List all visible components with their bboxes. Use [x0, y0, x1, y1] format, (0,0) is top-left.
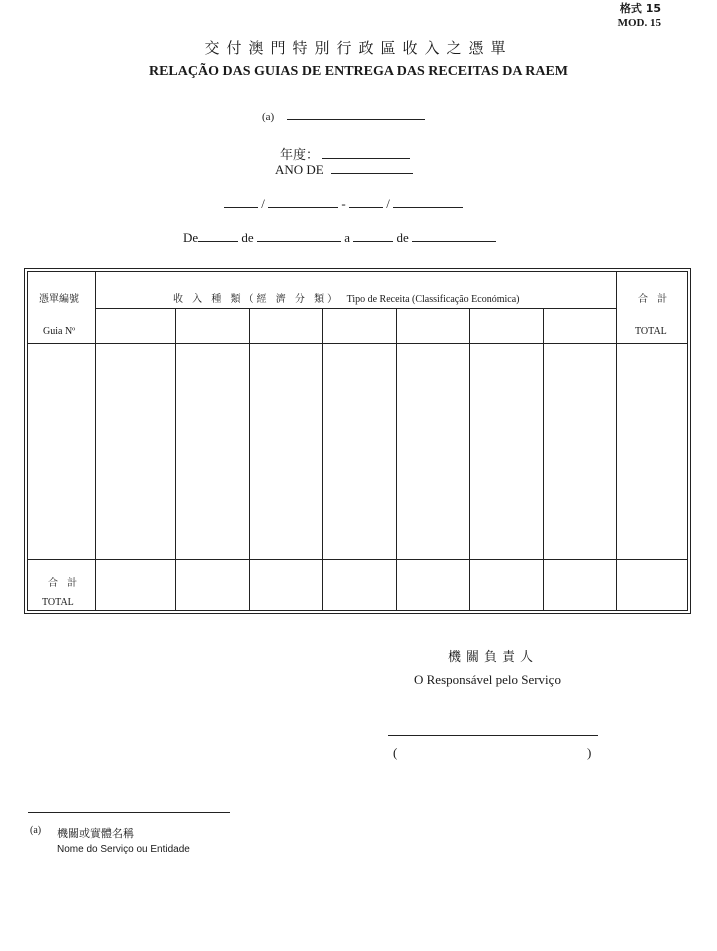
period-blank-3[interactable] [353, 229, 393, 242]
header-total-pt: TOTAL [635, 326, 667, 337]
header-bottom-line [28, 343, 687, 344]
signature-line[interactable] [388, 735, 598, 736]
date-blank-2[interactable] [268, 195, 338, 208]
date-blank-1[interactable] [224, 195, 258, 208]
category-subheader-line [95, 308, 616, 309]
form-code-zh: 格式 15 [619, 2, 661, 15]
period-de-3: de [396, 230, 409, 245]
period-blank-1[interactable] [198, 229, 238, 242]
year-line-pt [275, 161, 413, 178]
period-de-2: de [241, 230, 254, 245]
sub-col-sep-6 [543, 308, 544, 610]
totals-top-line [28, 559, 687, 560]
footnote-marker: (a) [30, 825, 42, 836]
sub-col-sep-4 [396, 308, 397, 610]
date-range-line [224, 195, 463, 212]
header-category-zh: 收 入 種 類（經 濟 分 類） [173, 294, 341, 305]
signature-title-pt: O Responsável pelo Serviço [414, 672, 561, 687]
header-category [173, 290, 519, 305]
form-code [618, 2, 661, 30]
title-portuguese: RELAÇÃO DAS GUIAS DE ENTREGA DAS RECEITAS DA RAEM [148, 64, 569, 79]
year-blank-zh[interactable] [322, 146, 410, 159]
form-code-pt: MOD. 15 [617, 17, 661, 29]
sub-col-sep-3 [322, 308, 323, 610]
footnote-text-pt: Nome do Serviço ou Entidade [57, 844, 190, 855]
header-guide-no-zh: 憑單編號 [39, 294, 79, 305]
date-slash-2: / [386, 196, 390, 211]
period-de-1: De [183, 230, 199, 245]
footnote-text-zh: 機關或實體名稱 [57, 827, 134, 840]
receipts-table-inner [27, 271, 688, 611]
period-line [183, 229, 496, 246]
period-blank-2[interactable] [257, 229, 341, 242]
date-dash: - [341, 196, 346, 211]
year-label-pt: ANO DE [275, 162, 324, 177]
period-a: a [344, 230, 350, 245]
header-total-zh: 合 計 [638, 294, 671, 305]
entity-blank[interactable] [287, 107, 425, 120]
receipts-table [24, 268, 691, 614]
year-blank-pt[interactable] [331, 161, 413, 174]
footer-total-pt: TOTAL [42, 597, 74, 608]
header-category-pt: Tipo de Receita (Classificação Económica) [346, 294, 520, 305]
footer-total-zh: 合 計 [48, 578, 81, 589]
entity-marker: (a) [262, 111, 275, 123]
signature-paren-open: ( [393, 745, 398, 760]
sub-col-sep-1 [175, 308, 176, 610]
signature-title-zh: 機關負責人 [448, 650, 539, 665]
signature-paren-close: ) [587, 745, 592, 760]
header-guide-no-pt: Guia Nº [43, 326, 76, 337]
date-slash-1: / [261, 196, 265, 211]
period-blank-4[interactable] [412, 229, 496, 242]
title-chinese: 交付澳門特別行政區收入之憑單 [204, 39, 513, 57]
date-blank-4[interactable] [393, 195, 463, 208]
entity-line [262, 107, 425, 123]
date-blank-3[interactable] [349, 195, 383, 208]
footnote-divider [28, 812, 230, 813]
year-label-zh: 年度： [280, 148, 320, 163]
sub-col-sep-2 [249, 308, 250, 610]
sub-col-sep-5 [469, 308, 470, 610]
